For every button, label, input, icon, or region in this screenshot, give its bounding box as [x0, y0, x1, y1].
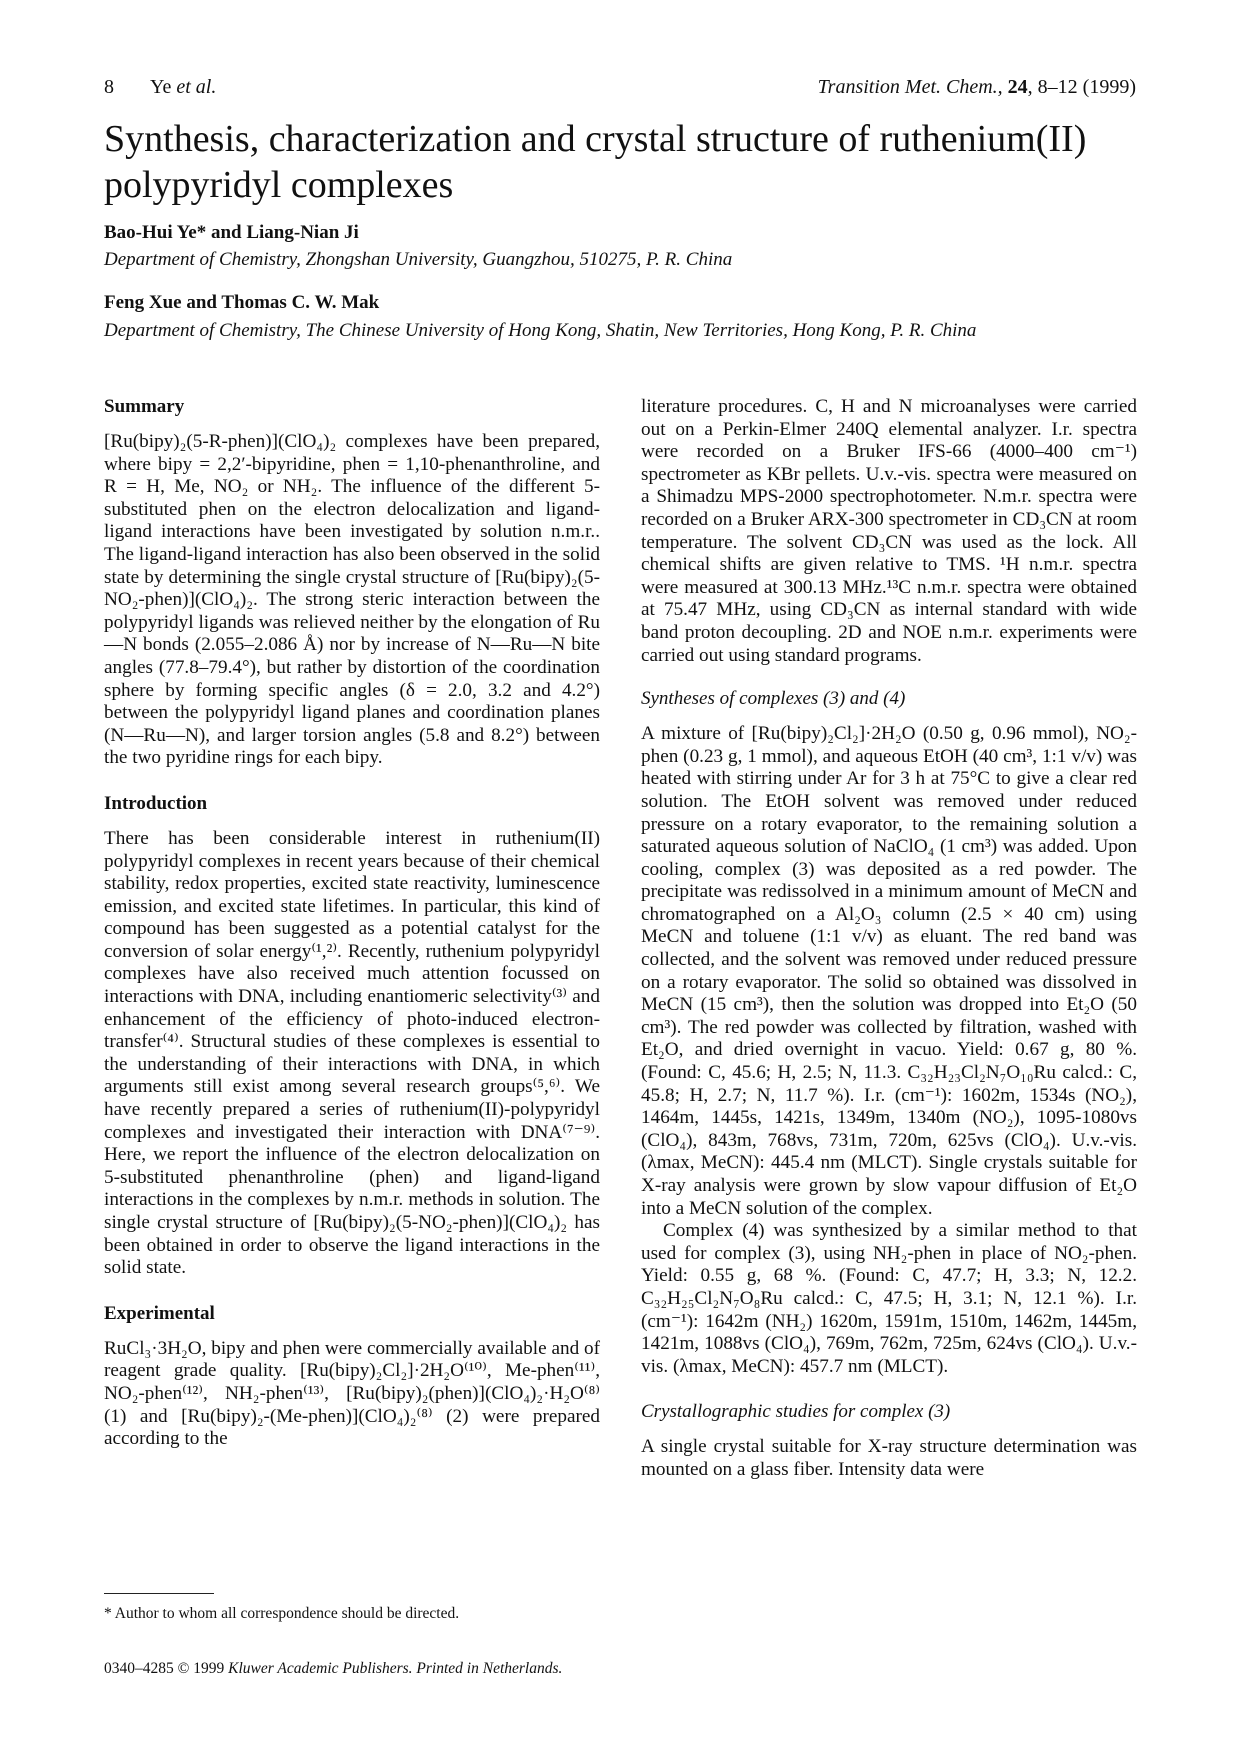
- journal-volume: 24: [1007, 76, 1028, 98]
- et-al: et al.: [176, 76, 217, 98]
- page-number: 8: [104, 76, 114, 98]
- footnote-rule: [104, 1593, 214, 1594]
- running-head-left: [104, 76, 216, 99]
- experimental-text: RuCl₃·3H₂O, bipy and phen were commercially available and of reagent grade quality. [Ru(bipy)₂Cl₂]·2H₂O⁽¹⁰⁾, Me-phen⁽¹¹⁾, NO₂-phen⁽¹²⁾, NH₂-phen⁽¹³⁾, [Ru(bipy)₂(phen)](ClO₄)₂·H₂O⁽⁸⁾ (1) and [Ru(bipy)₂-(Me-phen)](ClO₄)₂⁽⁸⁾ (2) were prepared according to the: [104, 1337, 600, 1450]
- affiliation-2: Department of Chemistry, The Chinese University of Hong Kong, Shatin, New Territories, Hong Kong, P. R. China: [104, 320, 977, 341]
- experimental-text-continued: literature procedures. C, H and N microanalyses were carried out on a Perkin-Elmer 240Q elemental analyzer. I.r. spectra were recorded on a Bruker IFS-66 (4000–400 cm⁻¹) spectrometer as KBr pellets. U.v.-vis. spectra were measured on a Shimadzu MPS-2000 spectrophotometer. N.m.r. spectra were recorded on a Bruker ARX-300 spectrometer in CD₃CN at room temperature. The solvent CD₃CN was used as the lock. All chemical shifts are given relative to TMS. ¹H n.m.r. spectra were measured at 300.13 MHz.¹³C n.m.r. spectra were obtained at 75.47 MHz, using CD₃CN as internal standard with wide band proton decoupling. 2D and NOE n.m.r. experiments were carried out using standard programs.: [641, 396, 1137, 666]
- summary-text: [Ru(bipy)₂(5-R-phen)](ClO₄)₂ complexes have been prepared, where bipy = 2,2′-bipyridine, phen = 1,10-phenanthroline, and R = H, Me, NO₂ or NH₂. The influence of the different 5-substituted phen on the electron delocalization and ligand-ligand interactions have been investigated by solution n.m.r.. The ligand-ligand interaction has also been observed in the solid state by determining the single crystal structure of [Ru(bipy)₂(5-NO₂-phen)](ClO₄)₂. The strong steric interaction between the polypyridyl ligands was relieved neither by the elongation of Ru—N bonds (2.055–2.086 Å) nor by increase of N—Ru—N bite angles (77.8–79.4°), but rather by distortion of the coordination sphere by forming specific angles (δ = 2.0, 3.2 and 4.2°) between the polypyridyl ligand planes and coordination planes (N—Ru—N), and larger torsion angles (5.8 and 8.2°) between the two pyridine rings for each bipy.: [104, 431, 600, 769]
- crystallographic-text: A single crystal suitable for X-ray structure determination was mounted on a glass fiber. Intensity data were: [641, 1436, 1137, 1480]
- footnote: * Author to whom all correspondence should be directed.: [104, 1605, 460, 1622]
- authors-group-1: Bao-Hui Ye* and Liang-Nian Ji: [104, 222, 359, 243]
- publisher-line: Kluwer Academic Publishers. Printed in Netherlands.: [228, 1660, 563, 1677]
- copyright-line: [104, 1660, 562, 1678]
- running-head: [104, 76, 1136, 106]
- syntheses-heading: Syntheses of complexes (3) and (4): [641, 688, 906, 710]
- paper-title: Synthesis, characterization and crystal structure of ruthenium(II) polypyridyl complexes: [104, 118, 1087, 206]
- introduction-heading: Introduction: [104, 792, 208, 814]
- affiliation-1: Department of Chemistry, Zhongshan University, Guangzhou, 510275, P. R. China: [104, 249, 733, 270]
- journal-name: Transition Met. Chem.,: [817, 76, 1003, 98]
- right-column: [641, 396, 1137, 1482]
- syntheses-paragraph-1: A mixture of [Ru(bipy)₂Cl₂]·2H₂O (0.50 g, 0.96 mmol), NO₂-phen (0.23 g, 1 mmol), and aqueous EtOH (40 cm³, 1:1 v/v) was heated with stirring under Ar for 3 h at 75°C to give a clear red solution. The EtOH solvent was removed under reduced pressure on a rotary evaporator, to the remaining solution a saturated aqueous solution of NaClO₄ (1 cm³) was added. Upon cooling, complex (3) was deposited as a red powder. The precipitate was redissolved in a minimum amount of MeCN and chromatographed on a Al₂O₃ column (2.5 × 40 cm) using MeCN and toluene (1:1 v/v) as eluant. The red band was collected, and the solvent was removed under reduced pressure on a rotary evaporator. The solid so obtained was dissolved in MeCN (15 cm³), then the solution was dropped into Et₂O (50 cm³). The red powder was collected by filtration, washed with Et₂O, and dried overnight in vacuo. Yield: 0.67 g, 80 %. (Found: C, 45.6; H, 2.5; N, 11.3. C₃₂H₂₃Cl₂N₇O₁₀Ru calcd.: C, 45.8; H, 2.7; N, 11.7 %). I.r. (cm⁻¹): 1602m, 1534s (NO₂), 1464m, 1445s, 1421s, 1349m, 1340m (NO₂), 1095-1080vs (ClO₄), 843m, 768vs, 731m, 720m, 625vs (ClO₄). U.v.-vis. (λmax, MeCN): 445.4 nm (MLCT). Single crystals suitable for X-ray analysis were grown by slow vapour diffusion of Et₂O into a MeCN solution of the complex.: [641, 723, 1137, 1219]
- introduction-text: There has been considerable interest in ruthenium(II) polypyridyl complexes in recent years because of their chemical stability, redox properties, excited state reactivity, luminescence emission, and excited state lifetimes. In particular, this kind of compound has been suggested as a potential catalyst for the conversion of solar energy⁽¹,²⁾. Recently, ruthenium polypyridyl complexes have also received much attention focussed on interactions with DNA, including enantiomeric selectivity⁽³⁾ and enhancement of the efficiency of photo-induced electron-transfer⁽⁴⁾. Structural studies of these complexes is essential to the understanding of their interactions with DNA, in which arguments still exist among several research groups⁽⁵,⁶⁾. We have recently prepared a series of ruthenium(II)-polypyridyl complexes and investigated their interaction with DNA⁽⁷⁻⁹⁾. Here, we report the influence of the electron delocalization on 5-substituted phenanthroline (phen) and ligand-ligand interactions in the complexes by n.m.r. methods in solution. The single crystal structure of [Ru(bipy)₂(5-NO₂-phen)](ClO₄)₂ has been obtained in order to observe the ligand interactions in the solid state.: [104, 827, 600, 1279]
- experimental-heading: Experimental: [104, 1302, 215, 1324]
- left-column: [104, 395, 600, 1451]
- author-short: Ye: [150, 76, 172, 98]
- issn-copyright: 0340–4285 © 1999: [104, 1660, 225, 1677]
- crystallographic-heading: Crystallographic studies for complex (3): [641, 1401, 951, 1423]
- journal-pages-year: , 8–12 (1999): [1027, 76, 1136, 98]
- syntheses-paragraph-2: Complex (4) was synthesized by a similar method to that used for complex (3), using NH₂-phen in place of NO₂-phen. Yield: 0.55 g, 68 %. (Found: C, 47.7; H, 3.3; N, 12.2. C₃₂H₂₅Cl₂N₇O₈Ru calcd.: C, 47.5; H, 3.1; N, 12.1 %). I.r. (cm⁻¹): 1642m (NH₂) 1620m, 1591m, 1510m, 1462m, 1445m, 1421m, 1088vs (ClO₄), 769m, 762m, 725m, 624vs (ClO₄). U.v.-vis. (λmax, MeCN): 457.7 nm (MLCT).: [641, 1220, 1137, 1377]
- journal-citation: [818, 76, 1136, 99]
- summary-heading: Summary: [104, 396, 185, 417]
- authors-group-2: Feng Xue and Thomas C. W. Mak: [104, 292, 380, 313]
